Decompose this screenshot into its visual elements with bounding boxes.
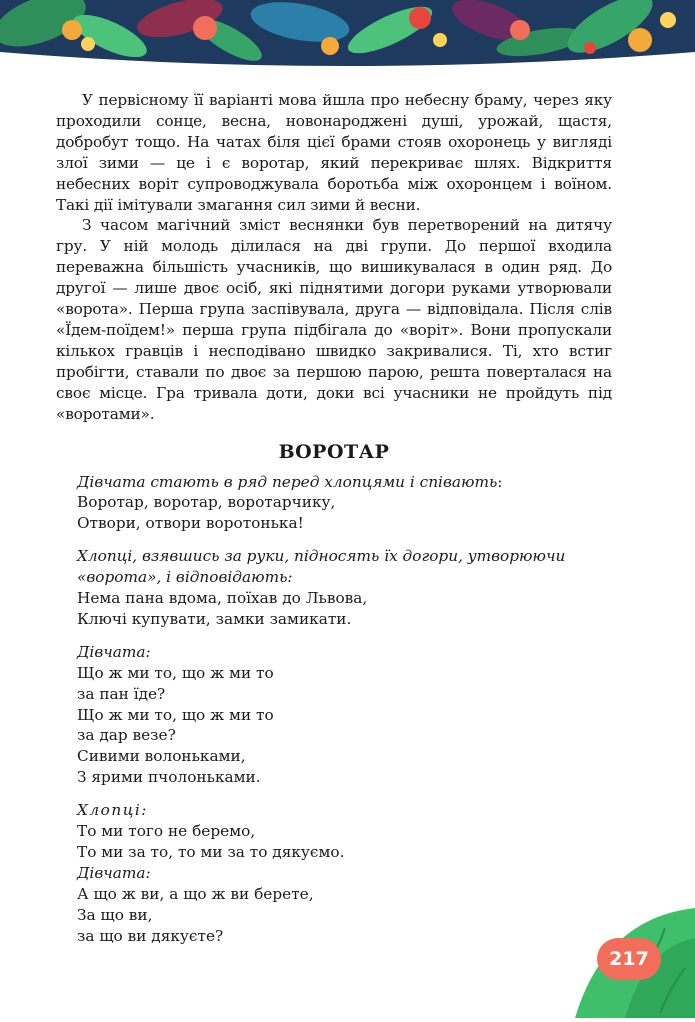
speaker-label: Хлопці:: [77, 801, 148, 820]
verse-line: А що ж ви, а що ж ви берете,: [77, 884, 314, 903]
verse-line: Що ж ми то, що ж ми то: [77, 663, 274, 682]
verse-line: Отвори, отвори воротонька!: [77, 514, 304, 533]
verse-line: Воротар, воротар, воротарчику,: [77, 493, 336, 512]
verse-line: за що ви дякуєте?: [77, 926, 224, 945]
page-number-badge: 217: [597, 938, 661, 980]
paragraph-intro: У первісному її варіанті мова йшла про небесну браму, через яку проходили сонце, весна, новонароджені душі, урожай, щастя, добробут тощо. На чатах біля цієї брами стояв охоронець у вигляді злої зими — це і є воротар, який перекриває шлях. Відкриття небесних воріт супроводжувала боротьба між охоронцем і воїном. Такі дії імітували змагання сил зими й весни.: [56, 91, 612, 214]
page-content: [56, 90, 612, 959]
floral-illustration: [0, 0, 695, 68]
stanza-5: [56, 863, 612, 947]
stanza-3: [56, 642, 612, 788]
verse-line: З ярими пчолоньками.: [77, 768, 261, 787]
verse-line: Нема пана вдома, поїхав до Львова,: [77, 589, 368, 608]
verse-line: Що ж ми то, що ж ми то: [77, 705, 274, 724]
speaker-label: Дівчата:: [77, 863, 151, 882]
verse-line: За що ви,: [77, 905, 153, 924]
speaker-label: Дівчата:: [77, 642, 151, 661]
stage-direction: Дівчата стають в ряд перед хлопцями і співають:: [77, 472, 503, 491]
paragraph-game: З часом магічний зміст веснянки був перетворений на дитячу гру. У ній молодь ділилася на дві групи. До першої входила переважна більшість учасників, що вишикувалася в один ряд. До другої — лише двоє осіб, які піднятими догори руками утворювали «ворота». Перша група заспівувала, друга — відповідала. Після слів «Їдем-поїдем!» перша група підбігала до «воріт». Вони пропускали кількох гравців і несподівано швидко закривалися. Ті, хто встиг пробігти, ставали по двоє за першою парою, решта поверталася на своє місце. Гра тривала доти, доки всі учасники не пройдуть під «воротами».: [56, 216, 612, 423]
verse-line: Ключі купувати, замки замикати.: [77, 609, 352, 628]
stanza-1: [56, 472, 612, 535]
verse-line: Сивими волоньками,: [77, 747, 246, 766]
stanza-4: [56, 800, 612, 863]
verse-line: То ми того не беремо,: [77, 822, 256, 841]
verse-line: То ми за то, то ми за то дякуємо.: [77, 843, 345, 861]
song-title: ВОРОТАР: [278, 440, 390, 463]
floral-header-banner: [0, 0, 695, 68]
verse-line: за пан їде?: [77, 684, 166, 703]
verse-line: за дар везе?: [77, 726, 176, 745]
stanza-2: [56, 546, 612, 630]
stage-direction: Хлопці, взявшись за руки, підносять їх догори, утворюючи «ворота», і відповідають:: [77, 547, 566, 587]
